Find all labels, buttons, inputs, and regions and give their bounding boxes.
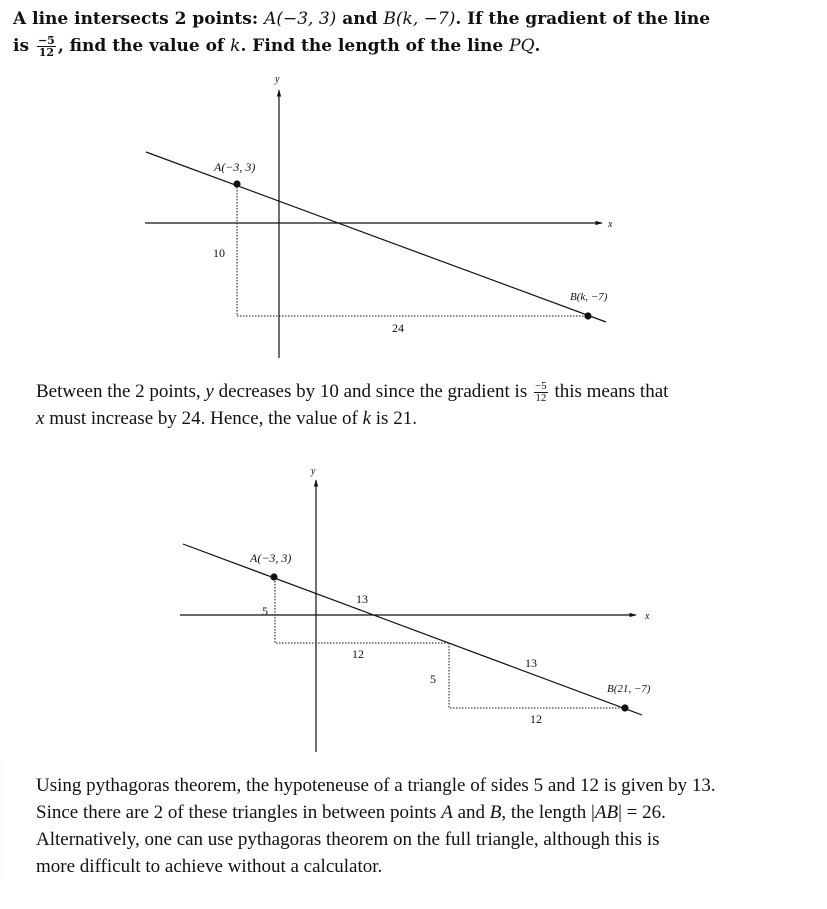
explanation-1-line-2 (36, 405, 806, 432)
margin-strip (0, 760, 3, 880)
figure-2 (0, 450, 827, 770)
x-variable: x (36, 408, 45, 429)
fraction-denominator: 12 (535, 392, 547, 405)
triangle-1-vertical-label: 5 (262, 604, 268, 618)
fraction-numerator: −5 (534, 380, 547, 393)
point-a-label: A(−3, 3) (214, 160, 256, 174)
explanation-2-line-1: Using pythagoras theorem, the hypoteneuse of a triangle of sides 5 and 12 is given by 13. (36, 775, 716, 796)
triangle-2-hypotenuse-label: 13 (525, 656, 537, 670)
point-b-label: B(k, −7) (570, 291, 608, 303)
explanation-text: is 21. (371, 408, 417, 429)
y-variable: y (205, 381, 214, 402)
y-axis-label: y (275, 74, 280, 85)
explanation-text: and (452, 802, 490, 823)
point-b (621, 704, 628, 711)
problem-text: . If the gradient of the line (455, 9, 711, 29)
explanation-2-line-3: Alternatively, one can use pythagoras theorem on the full triangle, although this is (36, 829, 660, 850)
problem-text: . Find the length of the line (240, 36, 510, 56)
explanation-2-line-4: more difficult to achieve without a calculator. (36, 856, 383, 877)
triangle-1-hypotenuse-label: 13 (356, 592, 368, 606)
point-b-label: B(21, −7) (607, 683, 651, 695)
explanation-2 (36, 772, 806, 880)
problem-text: and (336, 9, 384, 29)
line-ab (183, 544, 642, 715)
explanation-text: must increase by 24. Hence, the value of (44, 408, 363, 429)
ab-variable: AB (594, 802, 619, 823)
x-axis-label: x (645, 611, 650, 622)
problem-text: A line intersects 2 points: (13, 9, 265, 29)
point-b-text: B(k, −7) (383, 9, 456, 29)
line-ab (146, 152, 606, 322)
point-a (270, 573, 277, 580)
problem-text: , find the value of (57, 36, 231, 56)
point-b (584, 312, 591, 319)
explanation-1 (36, 378, 806, 432)
a-variable: A (441, 802, 453, 823)
fraction-denominator: 12 (38, 46, 55, 59)
explanation-text: Since there are 2 of these triangles in between points (36, 802, 442, 823)
figure-1 (0, 0, 827, 370)
y-axis-label: y (311, 466, 316, 477)
explanation-text: this means that (549, 381, 669, 402)
explanation-2-line-2 (36, 799, 806, 826)
triangle-2-vertical-label: 5 (430, 672, 436, 686)
fraction-numerator: −5 (37, 34, 55, 47)
pq-variable: PQ (509, 36, 535, 56)
point-a-text: A(−3, 3) (264, 9, 337, 29)
problem-text: is (13, 36, 35, 56)
horizontal-length-label: 24 (392, 321, 404, 335)
k-variable: k (230, 36, 241, 56)
point-a-label: A(−3, 3) (250, 551, 292, 565)
problem-text: . (534, 36, 541, 56)
explanation-text: decreases by 10 and since the gradient is (213, 381, 532, 402)
b-variable: B (489, 802, 502, 823)
explanation-text: Between the 2 points, (36, 381, 206, 402)
explanation-1-line-1 (36, 378, 806, 405)
triangle-2-horizontal-label: 12 (530, 712, 542, 726)
x-axis-label: x (608, 219, 613, 230)
triangle-1-horizontal-label: 12 (352, 647, 364, 661)
vertical-length-label: 10 (213, 246, 225, 260)
k-variable: k (362, 408, 372, 429)
point-a (233, 180, 240, 187)
gradient-fraction (534, 381, 548, 404)
explanation-text: , the length | (501, 802, 595, 823)
explanation-text: | = 26. (618, 802, 666, 823)
